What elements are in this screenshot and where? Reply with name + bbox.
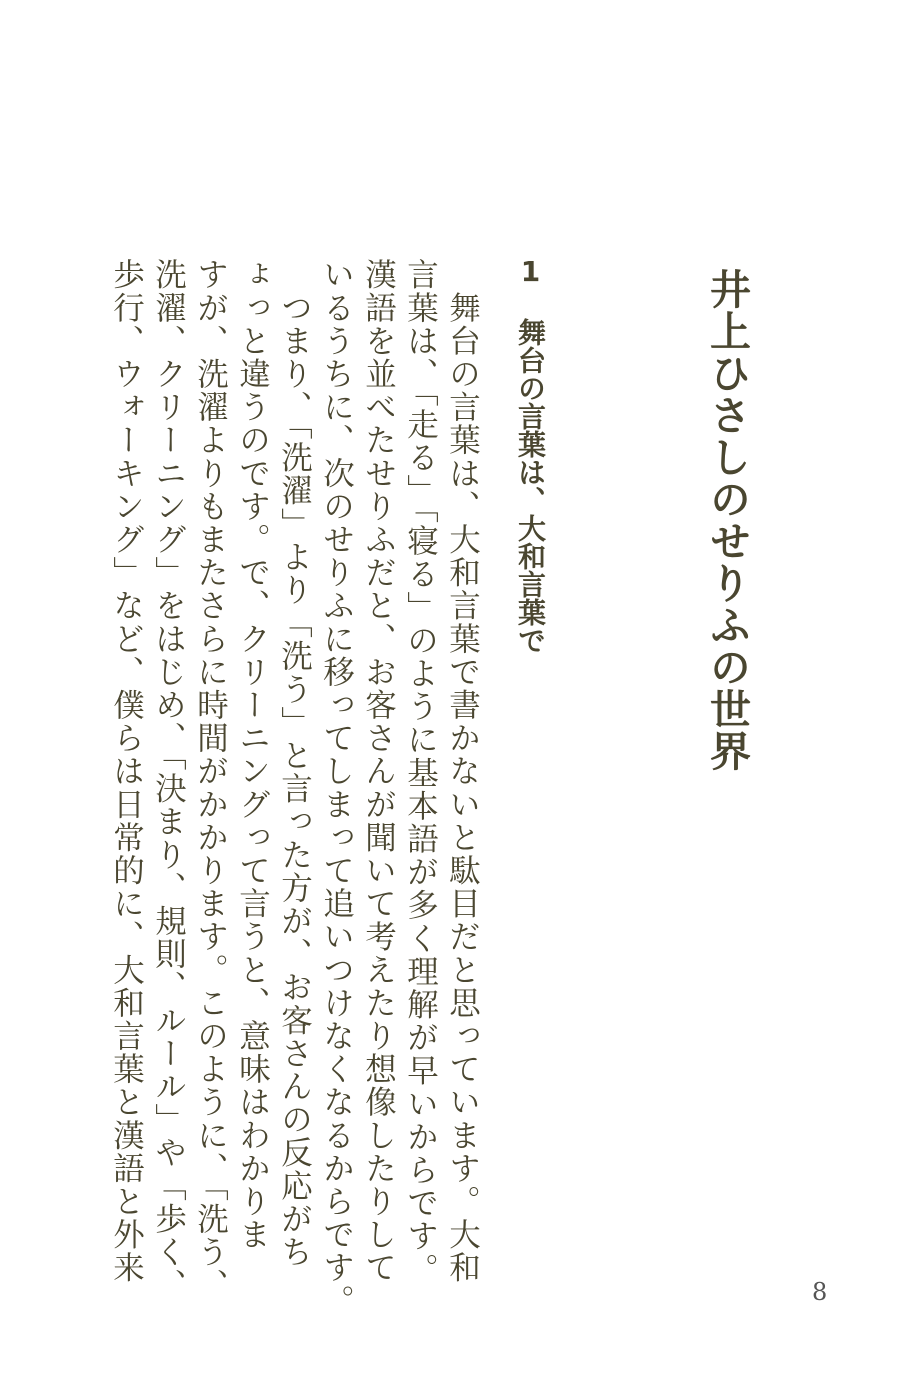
body-line: すが、洗濯よりもまたさらに時間がかかります。このように、「洗う、 bbox=[192, 258, 229, 1302]
section-heading-text: 舞台の言葉は、大和言葉で bbox=[514, 318, 547, 654]
body-line: ょっと違うのです。で、クリーニングって言うと、意味はわかりま bbox=[234, 258, 271, 1251]
body-line: 洗濯、クリーニング」をはじめ、「決まり、規則、ルール」や「歩く、 bbox=[150, 258, 187, 1302]
section-heading bbox=[514, 255, 547, 654]
body-line: いるうちに、次のせりふに移ってしまって追いつけなくなるからです。 bbox=[318, 258, 355, 1318]
body-line: つまり、「洗濯」より「洗う」と言った方が、お客さんの反応がち bbox=[276, 258, 313, 1269]
section-number: 1 bbox=[514, 255, 547, 288]
page-number: 8 bbox=[812, 1278, 828, 1306]
chapter-title: 井上ひさしのせりふの世界 bbox=[703, 268, 751, 772]
body-line: 歩行、ウォーキング」など、僕らは日常的に、大和言葉と漢語と外来 bbox=[108, 258, 145, 1285]
body-line: 舞台の言葉は、大和言葉で書かないと駄目だと思っています。大和 bbox=[444, 258, 481, 1285]
body-line: 言葉は、「走る」「寝る」のように基本語が多く理解が早いからです。 bbox=[402, 258, 439, 1286]
body-line: 漢語を並べたせりふだと、お客さんが聞いて考えたり想像したりして bbox=[360, 258, 397, 1285]
